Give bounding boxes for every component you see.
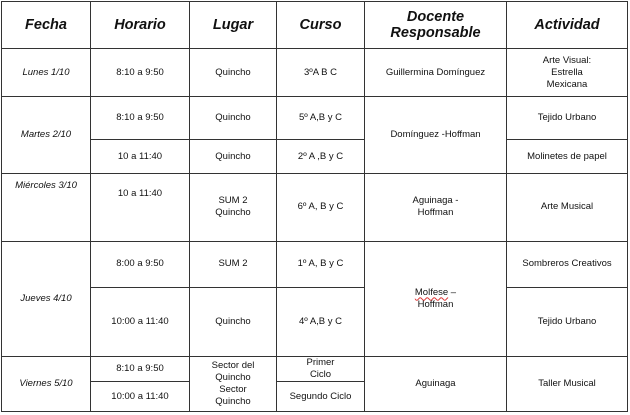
place-cell: Quincho: [190, 287, 277, 356]
activity-cell: Arte Musical: [507, 174, 628, 242]
teacher-cell: [365, 241, 507, 356]
table-row: [2, 241, 628, 287]
activity-cell: Arte Visual: Estrella Mexicana: [507, 49, 628, 97]
activity-cell: Molinetes de papel: [507, 140, 628, 174]
time-cell: 8:10 a 9:50: [91, 49, 190, 97]
schedule-table: [1, 1, 628, 412]
course-cell: Primer Ciclo: [277, 356, 365, 382]
header-fecha: Fecha: [2, 2, 91, 49]
header-actividad: Actividad: [507, 2, 628, 49]
time-cell: 8:10 a 9:50: [91, 356, 190, 382]
teacher-cell: Aguinaga - Hoffman: [365, 174, 507, 242]
time-cell: 10 a 11:40: [91, 174, 190, 242]
table-row: [2, 97, 628, 140]
date-cell-martes: Martes 2/10: [2, 97, 91, 174]
teacher-rest-name: – Hoffman: [417, 286, 457, 310]
activity-cell: Taller Musical: [507, 356, 628, 411]
time-cell: 8:00 a 9:50: [91, 241, 190, 287]
place-cell: Sector del Quincho Sector Quincho: [190, 356, 277, 411]
teacher-cell: Guillermina Domínguez: [365, 49, 507, 97]
course-cell: 5º A,B y C: [277, 97, 365, 140]
activity-cell: Tejido Urbano: [507, 97, 628, 140]
course-cell: 1º A, B y C: [277, 241, 365, 287]
course-cell: 2º A ,B y C: [277, 140, 365, 174]
place-cell: Quincho: [190, 49, 277, 97]
teacher-first-name: Molfese: [414, 286, 449, 298]
time-cell: 10:00 a 11:40: [91, 287, 190, 356]
course-cell: 3ºA B C: [277, 49, 365, 97]
date-cell-lunes: Lunes 1/10: [2, 49, 91, 97]
header-lugar: Lugar: [190, 2, 277, 49]
course-cell: 6º A, B y C: [277, 174, 365, 242]
header-horario: Horario: [91, 2, 190, 49]
course-cell: 4º A,B y C: [277, 287, 365, 356]
date-cell-miercoles: Miércoles 3/10: [2, 174, 91, 242]
course-cell: Segundo Ciclo: [277, 382, 365, 412]
header-docente: Docente Responsable: [365, 2, 507, 49]
activity-cell: Tejido Urbano: [507, 287, 628, 356]
date-cell-viernes: Viernes 5/10: [2, 356, 91, 411]
date-cell-jueves: Jueves 4/10: [2, 241, 91, 356]
time-cell: 10:00 a 11:40: [91, 382, 190, 412]
time-cell: 8:10 a 9:50: [91, 97, 190, 140]
table-row: [2, 140, 628, 174]
table-row: [2, 174, 628, 242]
place-cell: Quincho: [190, 97, 277, 140]
place-cell: SUM 2: [190, 241, 277, 287]
header-curso: Curso: [277, 2, 365, 49]
teacher-cell: Aguinaga: [365, 356, 507, 411]
activity-cell: Sombreros Creativos: [507, 241, 628, 287]
header-row: [2, 2, 628, 49]
table-row: [2, 356, 628, 382]
teacher-cell: Domínguez -Hoffman: [365, 97, 507, 174]
place-cell: Quincho: [190, 140, 277, 174]
table-row: [2, 49, 628, 97]
time-cell: 10 a 11:40: [91, 140, 190, 174]
table-row: [2, 287, 628, 356]
place-cell: SUM 2 Quincho: [190, 174, 277, 242]
